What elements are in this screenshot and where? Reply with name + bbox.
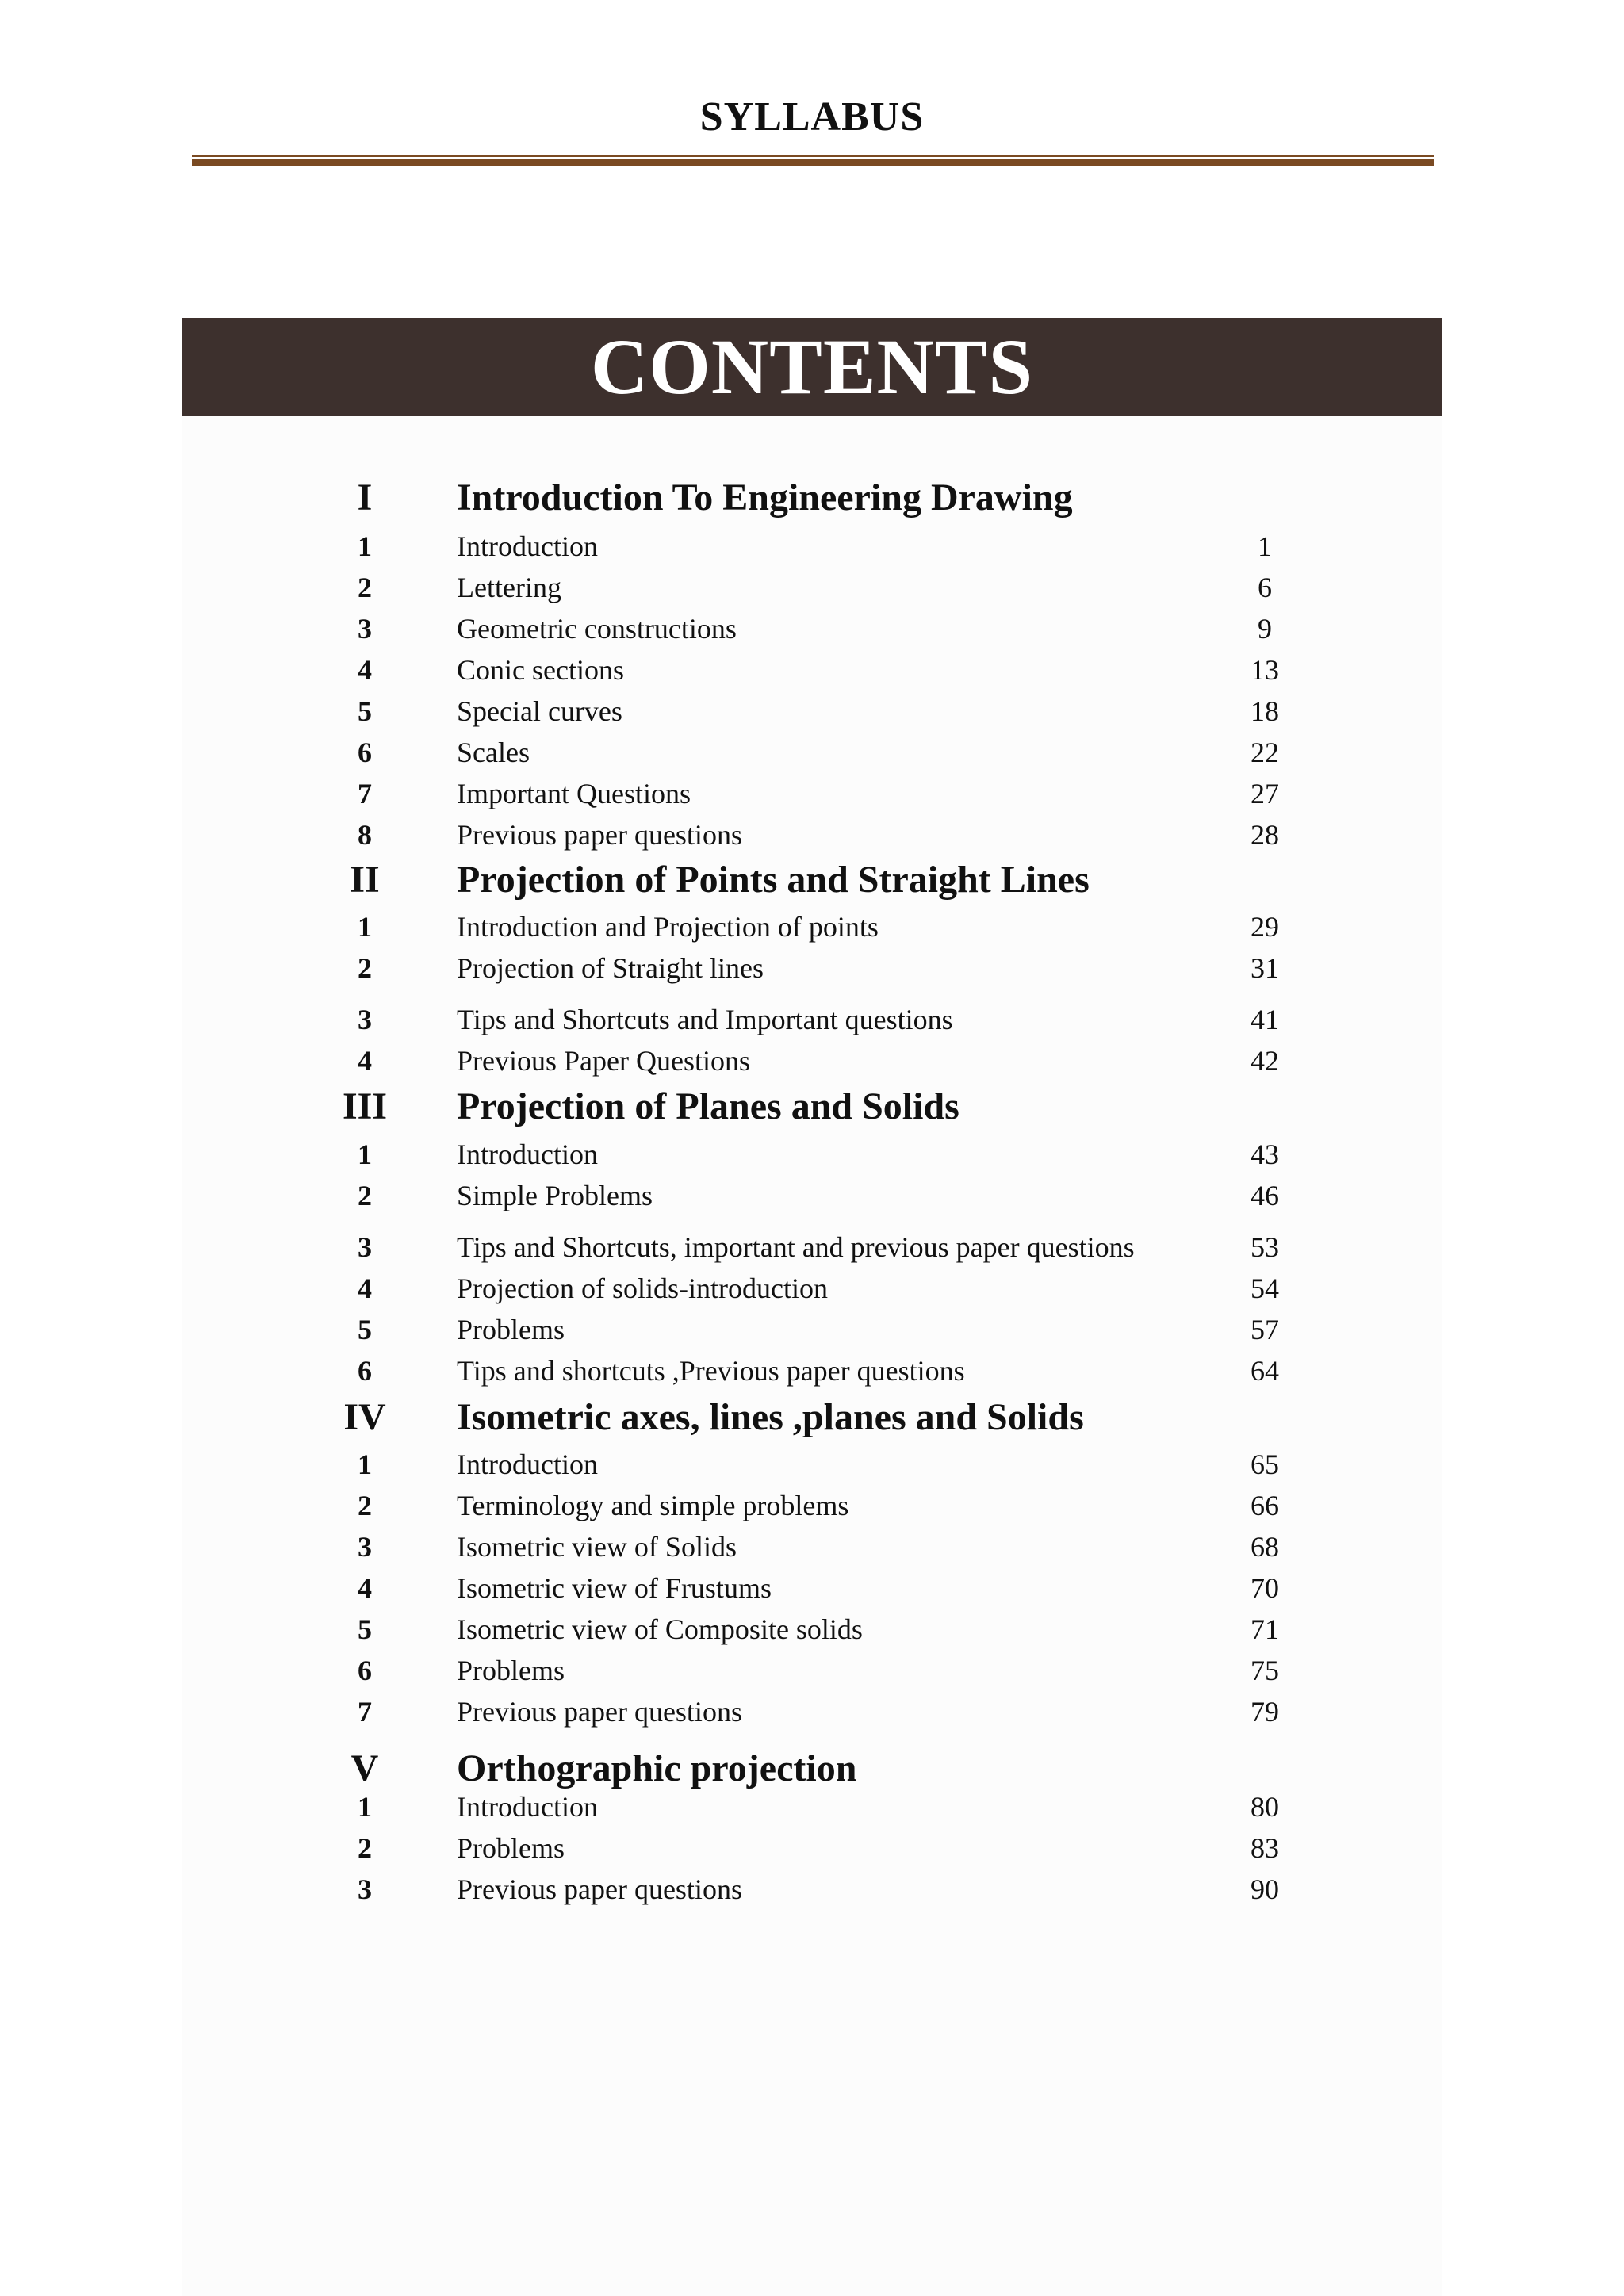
entry-title: Tips and shortcuts ,Previous paper questions [457,1355,965,1387]
entry-page: 70 [1251,1572,1279,1604]
unit-title: Projection of Points and Straight Lines [457,859,1090,901]
entry-title: Previous paper questions [457,819,742,851]
entry-title: Simple Problems [457,1180,653,1211]
entry-title: Isometric view of Composite solids [457,1613,863,1645]
entry-title: Previous paper questions [457,1873,742,1905]
entry-title: Special curves [457,695,622,727]
entry-number: 6 [358,1655,372,1686]
entry-number: 1 [358,1791,372,1823]
entry-page: 79 [1251,1696,1279,1728]
entry-number: 1 [358,911,372,943]
entry-number: 4 [358,1272,372,1304]
contents-title: CONTENTS [590,323,1034,411]
unit-numeral: V [350,1747,379,1789]
entry-page: 90 [1251,1873,1279,1905]
entry-page: 57 [1251,1314,1279,1345]
entry-number: 1 [358,1448,372,1480]
entry-page: 68 [1251,1531,1279,1563]
entry-title: Lettering [457,572,561,603]
entry-page: 83 [1251,1832,1279,1864]
entry-page: 18 [1251,695,1279,727]
entry-number: 2 [358,1490,372,1521]
entry-title: Tips and Shortcuts and Important questions [457,1004,953,1035]
entry-number: 5 [358,695,372,727]
entry-number: 7 [358,778,372,809]
unit-title: Isometric axes, lines ,planes and Solids [457,1396,1084,1438]
entry-page: 41 [1251,1004,1279,1035]
entry-number: 5 [358,1314,372,1345]
entry-page: 75 [1251,1655,1279,1686]
unit-numeral: II [350,859,380,901]
entry-title: Problems [457,1314,565,1345]
entry-page: 54 [1251,1272,1279,1304]
entry-title: Important Questions [457,778,691,809]
entry-title: Isometric view of Frustums [457,1572,772,1604]
page-header-title: SYLLABUS [699,94,925,140]
entry-title: Previous Paper Questions [457,1045,750,1077]
entry-page: 13 [1251,654,1279,686]
entry-page: 43 [1251,1138,1279,1170]
entry-page: 71 [1251,1613,1279,1645]
entry-number: 8 [358,819,372,851]
entry-page: 42 [1251,1045,1279,1077]
entry-title: Problems [457,1655,565,1686]
entry-title: Projection of solids-introduction [457,1272,828,1304]
entry-page: 29 [1251,911,1279,943]
entry-page: 53 [1251,1231,1279,1263]
entry-page: 31 [1251,952,1279,984]
unit-numeral: I [357,476,373,519]
entry-number: 3 [358,613,372,645]
entry-title: Introduction [457,530,598,562]
entry-number: 6 [358,1355,372,1387]
entry-number: 2 [358,1180,372,1211]
entry-number: 4 [358,1572,372,1604]
entry-number: 4 [358,654,372,686]
entry-title: Terminology and simple problems [457,1490,849,1521]
entry-number: 6 [358,737,372,768]
unit-title: Projection of Planes and Solids [457,1085,959,1127]
entry-number: 3 [358,1531,372,1563]
entry-page: 64 [1251,1355,1279,1387]
entry-number: 1 [358,530,372,562]
entry-page: 28 [1251,819,1279,851]
entry-title: Introduction [457,1791,598,1823]
entry-title: Scales [457,737,530,768]
entry-number: 2 [358,952,372,984]
entry-title: Problems [457,1832,565,1864]
entry-title: Introduction [457,1138,598,1170]
entry-title: Introduction and Projection of points [457,911,879,943]
entry-page: 6 [1258,572,1272,603]
unit-numeral: III [342,1085,388,1127]
entry-number: 3 [358,1873,372,1905]
entry-number: 4 [358,1045,372,1077]
entry-page: 27 [1251,778,1279,809]
entry-title: Projection of Straight lines [457,952,764,984]
entry-title: Isometric view of Solids [457,1531,737,1563]
entry-page: 22 [1251,737,1279,768]
entry-number: 5 [358,1613,372,1645]
unit-numeral: IV [343,1396,386,1438]
entry-page: 9 [1258,613,1272,645]
entry-page: 66 [1251,1490,1279,1521]
entry-title: Conic sections [457,654,624,686]
entry-number: 1 [358,1138,372,1170]
entry-number: 2 [358,572,372,603]
unit-title: Orthographic projection [457,1747,857,1789]
entry-page: 1 [1258,530,1272,562]
entry-number: 3 [358,1231,372,1263]
entry-page: 46 [1251,1180,1279,1211]
entry-title: Tips and Shortcuts, important and previous paper questions [457,1231,1135,1263]
entry-number: 7 [358,1696,372,1728]
entry-title: Geometric constructions [457,613,737,645]
entry-title: Introduction [457,1448,598,1480]
entry-number: 3 [358,1004,372,1035]
entry-number: 2 [358,1832,372,1864]
entry-page: 80 [1251,1791,1279,1823]
entry-page: 65 [1251,1448,1279,1480]
unit-title: Introduction To Engineering Drawing [457,476,1073,519]
entry-title: Previous paper questions [457,1696,742,1728]
